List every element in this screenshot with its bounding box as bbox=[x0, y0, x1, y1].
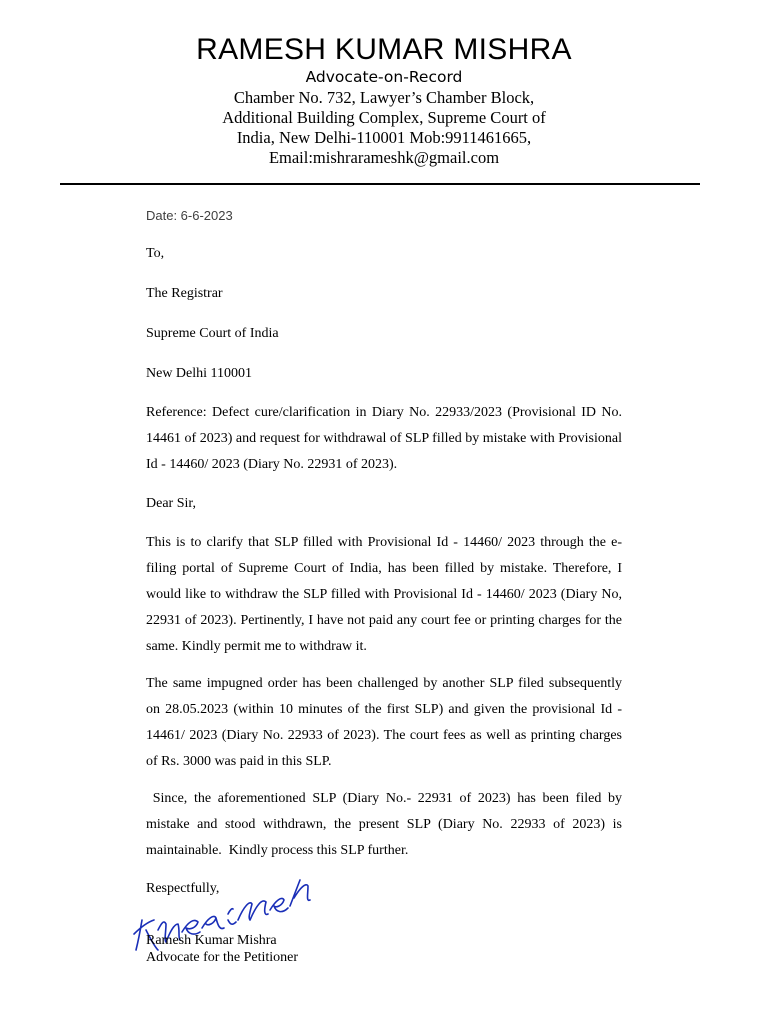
salutation: Dear Sir, bbox=[146, 496, 196, 511]
signature-block bbox=[146, 932, 298, 966]
recipient-to: To, bbox=[146, 246, 165, 261]
closing: Respectfully, bbox=[146, 881, 220, 896]
letterhead-name: RAMESH KUMAR MISHRA bbox=[196, 33, 572, 66]
body-paragraph-1: This is to clarify that SLP filled with Provisional Id - 14460/ 2023 through the e-filing portal of Supreme Court of India, has been filled by mistake. Therefore, I would like to withdraw the SLP filled with Provisional Id - 14460/ 2023 (Diary No, 22931 of 2023). Pertinently, I have not paid any court fee or printing charges for the same. Kindly permit me to withdraw it. bbox=[146, 535, 622, 654]
recipient-line-3: New Delhi 110001 bbox=[146, 366, 253, 381]
body-paragraph-3: Since, the aforementioned SLP (Diary No.- 22931 of 2023) has been filed by mistake and stood withdrawn, the present SLP (Diary No. 22933 of 2023) is maintainable. Kindly process this SLP further. bbox=[146, 791, 626, 858]
body-paragraph-2: The same impugned order has been challenged by another SLP filed subsequently on 28.05.2023 (within 10 minutes of the first SLP) and given the provisional Id - 14461/ 2023 (Diary No. 22933 of 2023). The court fees as well as printing charges of Rs. 3000 was paid in this SLP. bbox=[146, 676, 622, 769]
recipient-line-2: Supreme Court of India bbox=[146, 326, 279, 341]
letterhead-role: Advocate-on-Record bbox=[305, 68, 463, 86]
address-line: India, New Delhi-110001 Mob:9911461665, bbox=[236, 128, 532, 147]
letterhead-divider bbox=[60, 183, 700, 185]
letterhead-address bbox=[0, 88, 768, 168]
signatory-designation: Advocate for the Petitioner bbox=[146, 950, 299, 965]
letter-date: Date: 6-6-2023 bbox=[146, 208, 233, 223]
reference-paragraph: Reference: Defect cure/clarification in Diary No. 22933/2023 (Provisional ID No. 14461 of 2023) and request for withdrawal of SLP filled by mistake with Provisional Id - 14460/ 2023 (Diary No. 22931 of 2023). bbox=[146, 405, 622, 472]
address-line: Additional Building Complex, Supreme Court of bbox=[222, 108, 546, 127]
signatory-name: Ramesh Kumar Mishra bbox=[146, 933, 277, 948]
recipient-line-1: The Registrar bbox=[146, 286, 223, 301]
address-line: Email:mishrarameshk@gmail.com bbox=[268, 148, 500, 167]
address-line: Chamber No. 732, Lawyer’s Chamber Block, bbox=[233, 88, 535, 107]
